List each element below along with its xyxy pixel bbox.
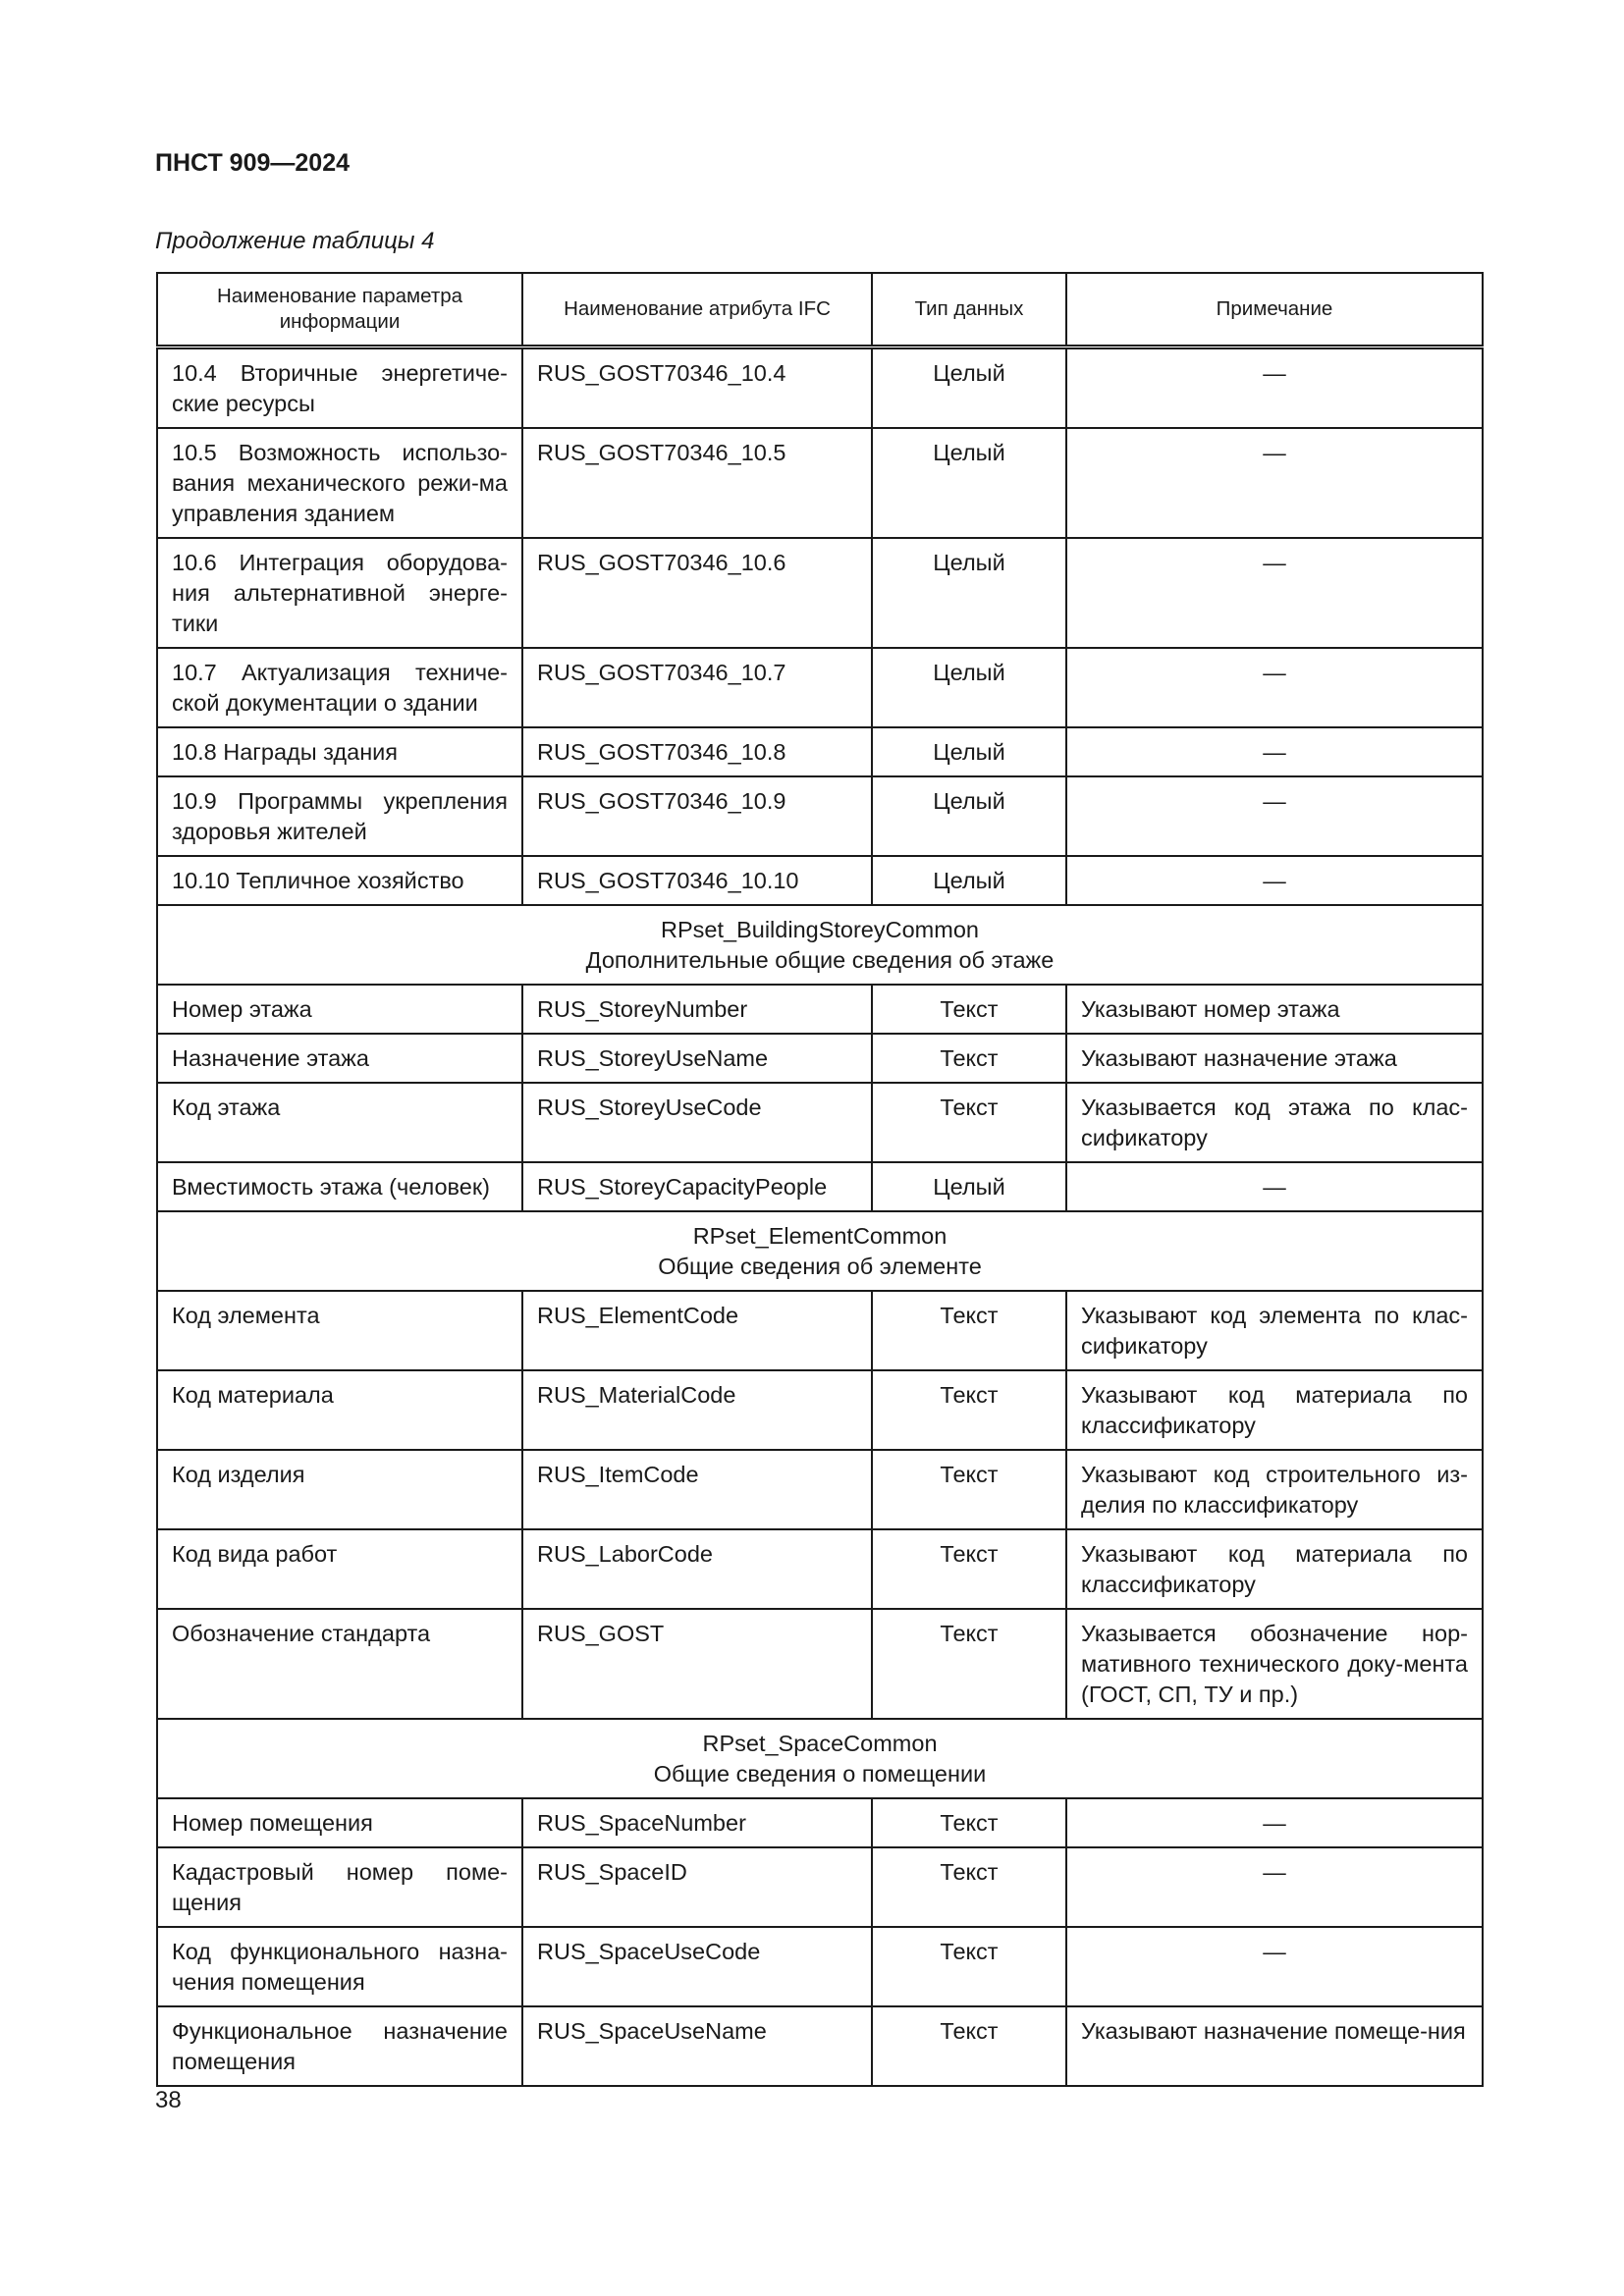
note-cell: Указывается код этажа по клас-сификатору [1066,1083,1483,1162]
group-header-storey [157,905,1483,985]
parameter-cell: Код функционального назна-чения помещения [157,1927,522,2006]
data-type-cell: Целый [872,648,1066,727]
table-row [157,1609,1483,1719]
ifc-attribute-cell: RUS_GOST70346_10.7 [522,648,872,727]
ifc-attribute-cell: RUS_SpaceID [522,1847,872,1927]
parameter-cell: Функциональное назначение помещения [157,2006,522,2086]
data-type-cell: Целый [872,856,1066,905]
group-description: Дополнительные общие сведения об этаже [585,947,1055,973]
parameter-cell: Обозначение стандарта [157,1609,522,1719]
parameter-cell: 10.5 Возможность использо-вания механического режи-ма управления зданием [157,428,522,538]
table-row [157,856,1483,905]
note-cell: — [1066,428,1483,538]
page-number: 38 [155,2087,182,2113]
note-cell: — [1066,1847,1483,1927]
data-type-cell: Текст [872,985,1066,1034]
parameter-cell: Номер этажа [157,985,522,1034]
table-row [157,428,1483,538]
data-type-cell: Текст [872,1291,1066,1370]
ifc-attribute-cell: RUS_GOST70346_10.10 [522,856,872,905]
column-header-note: Примечание [1066,273,1483,347]
note-cell: — [1066,776,1483,856]
data-type-cell: Текст [872,1034,1066,1083]
data-type-cell: Целый [872,428,1066,538]
data-type-cell: Текст [872,1370,1066,1450]
note-cell: — [1066,856,1483,905]
group-description: Общие сведения о помещении [653,1761,987,1787]
table-row [157,985,1483,1034]
table-row [157,2006,1483,2086]
parameter-cell: 10.6 Интеграция оборудова-ния альтернативной энерге-тики [157,538,522,648]
ifc-attribute-cell: RUS_ItemCode [522,1450,872,1529]
note-cell: Указывают назначение помеще-ния [1066,2006,1483,2086]
note-cell: Указывают код материала по классификатору [1066,1370,1483,1450]
ifc-attribute-cell: RUS_StoreyUseCode [522,1083,872,1162]
column-header-ifc-attribute: Наименование атрибута IFC [522,273,872,347]
table-row [157,1927,1483,2006]
table-row [157,1162,1483,1211]
parameter-cell: Код элемента [157,1291,522,1370]
ifc-attribute-cell: RUS_MaterialCode [522,1370,872,1450]
table-row [157,727,1483,776]
document-code: ПНСТ 909—2024 [155,149,350,177]
note-cell: Указывают код элемента по клас-сификатору [1066,1291,1483,1370]
data-type-cell: Текст [872,1847,1066,1927]
note-cell: — [1066,538,1483,648]
group-pset-name: RPset_ElementCommon [692,1223,947,1249]
group-header-row [157,1719,1483,1798]
ifc-attribute-cell: RUS_GOST70346_10.9 [522,776,872,856]
data-type-cell: Целый [872,347,1066,429]
note-cell: Указывают назначение этажа [1066,1034,1483,1083]
note-cell: Указывается обозначение нор-мативного технического доку-мента (ГОСТ, СП, ТУ и пр.) [1066,1609,1483,1719]
data-type-cell: Текст [872,1529,1066,1609]
ifc-attribute-cell: RUS_GOST70346_10.8 [522,727,872,776]
parameter-cell: 10.10 Тепличное хозяйство [157,856,522,905]
table-row [157,648,1483,727]
parameter-cell: Вместимость этажа (человек) [157,1162,522,1211]
ifc-attribute-cell: RUS_StoreyNumber [522,985,872,1034]
note-cell: — [1066,1927,1483,2006]
parameter-cell: Кадастровый номер поме-щения [157,1847,522,1927]
parameter-cell: Номер помещения [157,1798,522,1847]
table-row [157,1529,1483,1609]
ifc-attribute-cell: RUS_GOST [522,1609,872,1719]
data-type-cell: Целый [872,727,1066,776]
parameter-cell: Код вида работ [157,1529,522,1609]
ifc-attribute-cell: RUS_SpaceUseCode [522,1927,872,2006]
group-header-row [157,905,1483,985]
data-type-cell: Целый [872,538,1066,648]
note-cell: — [1066,1798,1483,1847]
data-type-cell: Текст [872,1450,1066,1529]
table-row [157,776,1483,856]
parameter-cell: Код изделия [157,1450,522,1529]
table-row [157,1798,1483,1847]
table-row [157,1291,1483,1370]
parameter-cell: Код этажа [157,1083,522,1162]
group-pset-name: RPset_BuildingStoreyCommon [661,917,979,942]
note-cell: Указывают номер этажа [1066,985,1483,1034]
parameter-cell: 10.4 Вторичные энергетиче-ские ресурсы [157,347,522,429]
table-row [157,1034,1483,1083]
table-row [157,1450,1483,1529]
note-cell: Указывают код материала по классификатору [1066,1529,1483,1609]
note-cell: — [1066,648,1483,727]
table-row [157,538,1483,648]
table-header-row [157,273,1483,347]
table-row [157,1847,1483,1927]
ifc-attribute-cell: RUS_GOST70346_10.6 [522,538,872,648]
data-type-cell: Текст [872,1609,1066,1719]
ifc-attribute-cell: RUS_StoreyUseName [522,1034,872,1083]
ifc-attribute-cell: RUS_ElementCode [522,1291,872,1370]
data-type-cell: Целый [872,776,1066,856]
ifc-attribute-cell: RUS_LaborCode [522,1529,872,1609]
parameter-cell: 10.8 Награды здания [157,727,522,776]
table-row [157,1083,1483,1162]
note-cell: — [1066,1162,1483,1211]
parameter-cell: Код материала [157,1370,522,1450]
data-type-cell: Текст [872,1927,1066,2006]
data-type-cell: Текст [872,2006,1066,2086]
column-header-data-type: Тип данных [872,273,1066,347]
parameters-table [156,272,1484,2087]
note-cell: — [1066,727,1483,776]
table-caption: Продолжение таблицы 4 [155,228,435,254]
data-type-cell: Текст [872,1083,1066,1162]
note-cell: — [1066,347,1483,429]
ifc-attribute-cell: RUS_SpaceUseName [522,2006,872,2086]
parameter-cell: 10.9 Программы укрепления здоровья жителей [157,776,522,856]
table-row [157,347,1483,429]
group-header-row [157,1211,1483,1291]
ifc-attribute-cell: RUS_GOST70346_10.4 [522,347,872,429]
ifc-attribute-cell: RUS_StoreyCapacityPeople [522,1162,872,1211]
parameter-cell: 10.7 Актуализация техниче-ской документации о здании [157,648,522,727]
table-row [157,1370,1483,1450]
group-header-space [157,1719,1483,1798]
group-description: Общие сведения об элементе [658,1254,982,1279]
column-header-parameter: Наименование параметра информации [157,273,522,347]
ifc-attribute-cell: RUS_GOST70346_10.5 [522,428,872,538]
data-type-cell: Текст [872,1798,1066,1847]
note-cell: Указывают код строительного из-делия по классификатору [1066,1450,1483,1529]
parameter-cell: Назначение этажа [157,1034,522,1083]
group-header-element [157,1211,1483,1291]
data-type-cell: Целый [872,1162,1066,1211]
group-pset-name: RPset_SpaceCommon [702,1731,938,1756]
ifc-attribute-cell: RUS_SpaceNumber [522,1798,872,1847]
